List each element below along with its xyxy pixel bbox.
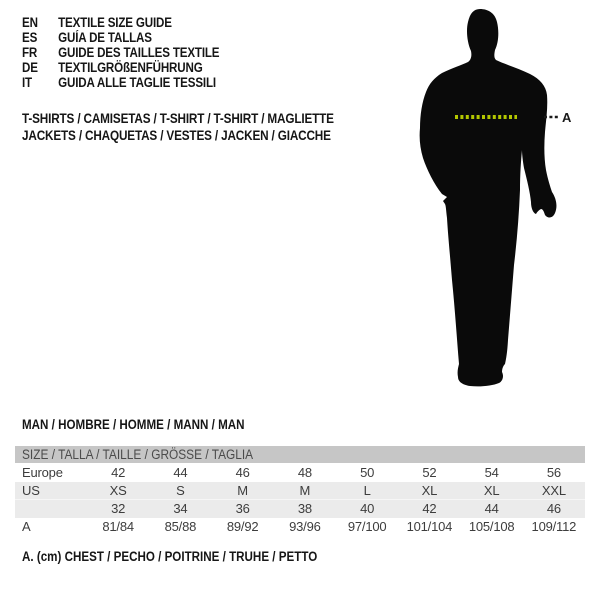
language-row-de	[22, 60, 219, 75]
size-cell: XL	[421, 482, 438, 498]
size-cell: 44	[173, 465, 188, 481]
size-cell: 32	[111, 501, 126, 517]
size-cell: 109/112	[531, 518, 577, 534]
row-label	[15, 500, 87, 518]
man-silhouette	[420, 9, 557, 386]
size-table	[15, 446, 585, 535]
man-silhouette-figure	[400, 0, 600, 400]
table-row-chest-a	[15, 518, 585, 536]
size-cell: S	[176, 482, 185, 498]
language-code: DE	[22, 60, 38, 75]
language-row-en	[22, 15, 219, 30]
size-table-header	[15, 446, 585, 464]
language-label: TEXTILE SIZE GUIDE	[58, 15, 172, 30]
row-label: Europe	[22, 465, 63, 481]
language-label: TEXTILGRÖßENFÜHRUNG	[58, 60, 203, 75]
table-row-europe	[15, 464, 585, 482]
language-label: GUÍA DE TALLAS	[58, 30, 152, 45]
language-code: FR	[22, 45, 38, 60]
language-row-es	[22, 30, 219, 45]
size-cell: XXL	[541, 482, 566, 498]
size-cell: 101/104	[406, 518, 453, 534]
size-cell: 34	[173, 501, 188, 517]
size-cell: 50	[360, 465, 375, 481]
size-cell: 46	[546, 501, 561, 517]
language-code: ES	[22, 30, 38, 45]
row-label: A	[22, 518, 31, 534]
size-cell: 81/84	[102, 518, 134, 534]
size-cell: 36	[235, 501, 250, 517]
size-cell: 42	[422, 501, 437, 517]
size-cell: M	[299, 482, 311, 498]
size-cell: M	[237, 482, 248, 498]
measurement-footnote: A. (cm) CHEST / PECHO / POITRINE / TRUHE / PETTO	[22, 549, 318, 564]
language-code: IT	[22, 75, 32, 90]
language-label: GUIDA ALLE TAGLIE TESSILI	[58, 75, 216, 90]
size-cell: 56	[546, 465, 561, 481]
size-cell: 38	[297, 501, 312, 517]
language-label: GUIDE DES TAILLES TEXTILE	[58, 45, 220, 60]
row-label: US	[22, 482, 40, 498]
size-cell: 42	[111, 465, 126, 481]
size-cell: XL	[483, 482, 500, 498]
product-line-jackets: JACKETS / CHAQUETAS / VESTES / JACKEN / GIACCHE	[22, 127, 331, 143]
size-cell: 48	[297, 465, 312, 481]
size-cell: 89/92	[226, 518, 259, 534]
language-row-it	[22, 75, 219, 90]
size-cell: L	[363, 482, 371, 498]
size-cell: 52	[422, 465, 437, 481]
language-code: EN	[22, 15, 38, 30]
language-list	[22, 15, 252, 90]
section-title-man: MAN / HOMBRE / HOMME / MANN / MAN	[22, 417, 245, 432]
size-cell: 54	[484, 465, 499, 481]
size-cell: 46	[235, 465, 250, 481]
size-table-header-text: SIZE / TALLA / TAILLE / GRÖSSE / TAGLIA	[22, 447, 254, 462]
product-types	[22, 110, 393, 144]
table-row-numeric	[15, 500, 585, 518]
table-row-us	[15, 482, 585, 500]
chest-measure-label: A	[562, 110, 572, 125]
language-row-fr	[22, 45, 219, 60]
size-cell: 97/100	[347, 518, 387, 534]
size-cell: XS	[109, 482, 127, 498]
size-cell: 40	[360, 501, 375, 517]
size-cell: 85/88	[164, 518, 197, 534]
product-line-tshirts: T-SHIRTS / CAMISETAS / T-SHIRT / T-SHIRT / MAGLIETTE	[22, 110, 334, 126]
size-table-header-row	[15, 446, 585, 464]
size-cell: 93/96	[289, 518, 321, 534]
size-cell: 105/108	[468, 518, 515, 534]
size-cell: 44	[484, 501, 499, 517]
